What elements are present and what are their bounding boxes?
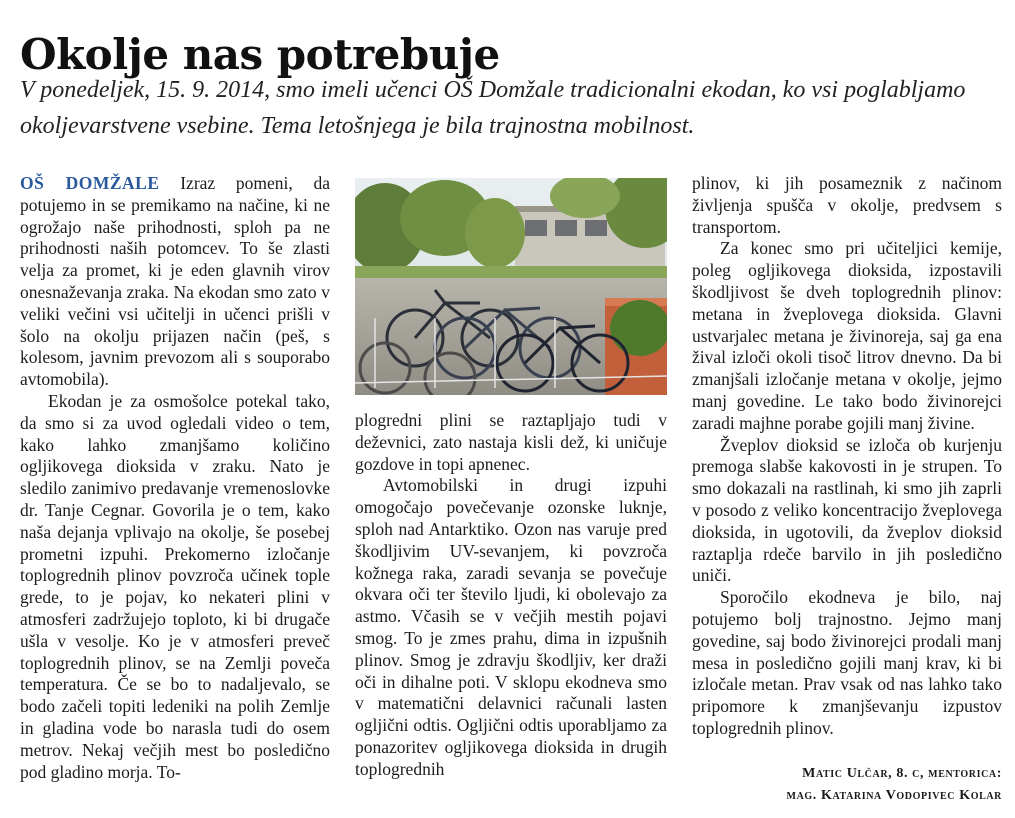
paragraph-1-text: Izraz pomeni, da potujemo in se premikamo na načine, ki ne ogrožajo naše prihodnosti, sploh pa ne prihodnosti naših potomcev. To še zlasti velja za promet, ki je eden glavnih virov onesnaževanja zraka. Na ekodan smo zato v veliki večini vsi učitelji in učenci prišli v šolo na okolju prijazen način (peš, s kolesom, javnim prevozom ali s souporabo avtomobila). bbox=[20, 173, 330, 390]
paragraph-2-continued: plogredni plini se raztapljajo tudi v deževnici, zato nastaja kisli dež, ki uničuje gozdove in topi apnenec. bbox=[355, 410, 667, 474]
paragraph-1 bbox=[20, 173, 330, 391]
paragraph-2: Ekodan je za osmošolce potekal tako, da smo si za uvod ogledali video o tem, kako lahko zmanjšamo količino ogljikovega dioksida v zraku. Nato je sledilo zanimivo predavanje vremenoslovke dr. Tanje Cegnar. Govorila je o tem, kako naša dejanja vplivajo na okolje, še posebej prometni izpuhi. Prekomerno izločanje toplogrednih plinov povzroča učinek tople grede, to je pojav, ko nekateri plini v atmosferi zadržujejo toploto, ki bi drugače ušla v vesolje. Ko je v atmosferi preveč toplogrednih plinov, se na Zemlji poveča temperatura. Če se bo to nadaljevalo, se bodo začeli topiti ledeniki na polih Zemlje in gladina vode bo narasla tudi do osem metrov. Nekaj večjih mest bo posledično pod gladino morja. To- bbox=[20, 390, 330, 782]
author-line: Matic Ulčar, 8. c, mentorica: bbox=[802, 766, 1002, 781]
location-label: OŠ DOMŽALE bbox=[20, 173, 160, 193]
article-lede: V ponedeljek, 15. 9. 2014, smo imeli učenci OŠ Domžale tradicionalni ekodan, ko vsi poglabljamo okoljevarstvene vsebine. Tema letošnjega je bila trajnostna mobilnost. bbox=[20, 77, 966, 139]
bicycles-photo-image bbox=[355, 178, 667, 395]
paragraph-3-continued: plinov, ki jih posameznik z načinom življenja spušča v okolje, predvsem s transportom. bbox=[692, 173, 1002, 237]
author-signature bbox=[787, 763, 1002, 807]
paragraph-3: Avtomobilski in drugi izpuhi omogočajo povečevanje ozonske luknje, sploh nad Antarktiko. Ozon nas varuje pred škodljivim UV-sevanjem, ki povzroča kožnega raka, zaradi sevanja se povečuje okvara oči ter število ljudi, ki obolevajo za astmo. Včasih se v večjih mestih pojavi smog. To je zmes prahu, dima in izpušnih plinov. Smog je zdravju škodljiv, ker draži oči in dihalne poti. V sklopu ekodneva smo v matematični delavnici računali lasten ogljični odtis. Ogljični odtis uporabljamo za ponazoritev ogljikovega dioksida in drugih toplogrednih bbox=[355, 475, 667, 779]
column-2 bbox=[355, 410, 667, 781]
bicycles-photo bbox=[355, 178, 667, 395]
column-1 bbox=[20, 173, 330, 783]
mentor-line: mag. Katarina Vodopivec Kolar bbox=[786, 788, 1002, 803]
paragraph-5: Žveplov dioksid se izloča ob kurjenju premoga slabše kakovosti in je strupen. To smo dokazali na rastlinah, ki smo jih zaprli v posodo z veliko koncentracijo žveplovega dioksida, in ugotovili, da žveplov dioksid raztaplja rdeče barvilo in jih posledično uniči. bbox=[692, 434, 1002, 586]
paragraph-6: Sporočilo ekodneva je bilo, naj potujemo bolj trajnostno. Jejmo manj govedine, saj bodo živinorejci prodali manj mesa in posledično gojili manj krav, ki bi izločale metan. Prav vsak od nas lahko tako pripomore k zmanjševanju izpustov toplogrednih plinov. bbox=[692, 587, 1002, 738]
paragraph-4: Za konec smo pri učiteljici kemije, poleg ogljikovega dioksida, izpostavili škodljivost še dveh toplogrednih plinov: metana in žveplovega dioksida. Glavni ustvarjalec metana je živinoreja, saj ga ena žival izloči okoli tisoč litrov dnevno. Da bi zmanjšali izločanje metana v okolje, jejmo manj govedine. Le tako bodo živinorejci zaradi majhne porabe gojili manj živine. bbox=[692, 238, 1002, 433]
article-title: Okolje nas potrebuje bbox=[20, 30, 500, 80]
column-3 bbox=[692, 173, 1002, 740]
